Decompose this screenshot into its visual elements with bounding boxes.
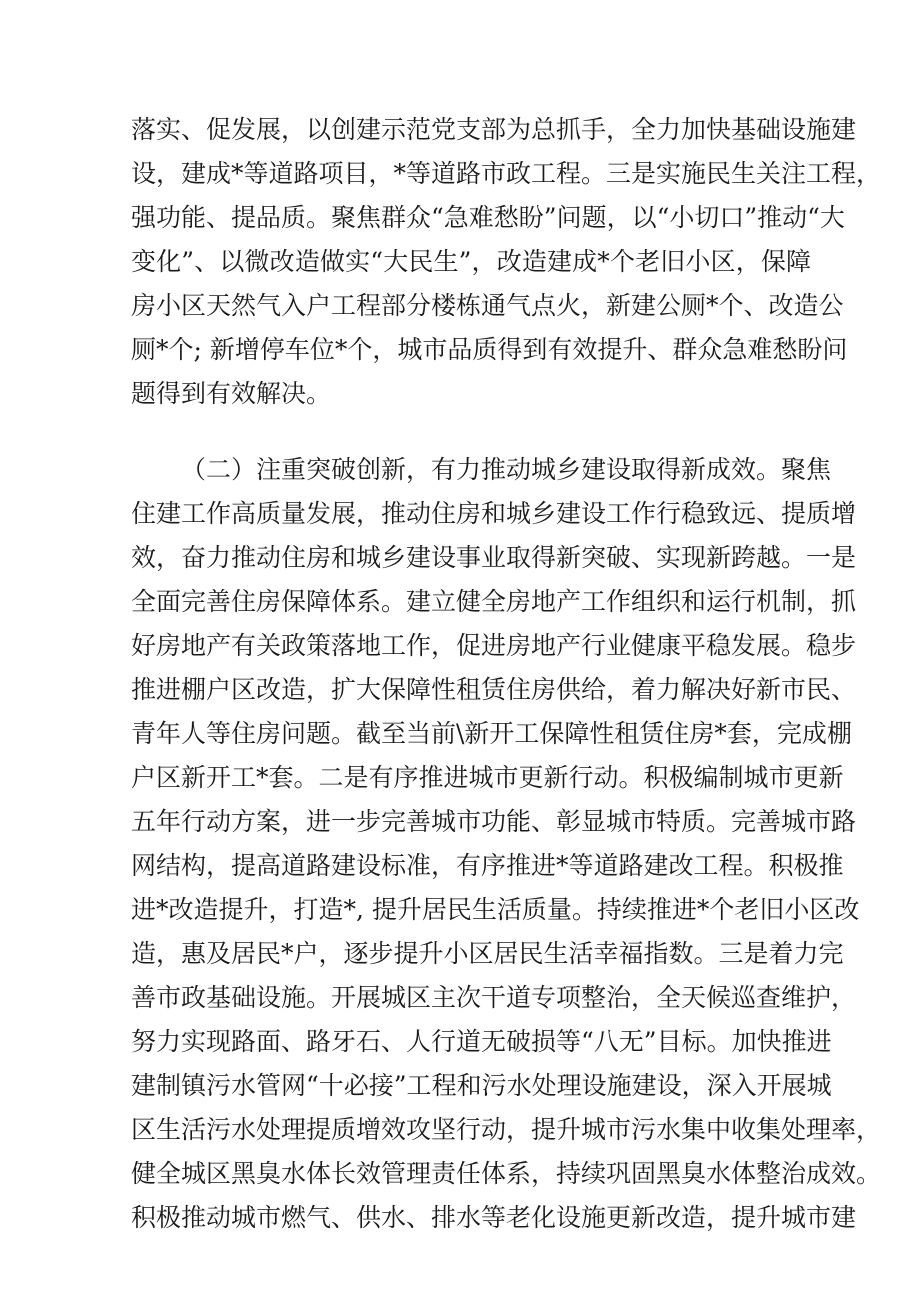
text-line: 题得到有效解决。 [131,379,332,408]
text-line: 积极推动城市燃气、供水、排水等老化设施更新改造，提升城市建 [131,1203,857,1232]
paragraph-gap [131,416,811,448]
text-line: 健全城区黑臭水体长效管理责任体系，持续巩固黑臭水体整治成效。 [131,1159,882,1188]
text-line: 厕*个; 新增停车位*个，城市品质得到有效提升、群众急难愁盼问 [131,335,848,364]
text-line: 五年行动方案，进一步完善城市功能、彰显城市特质。完善城市路 [131,807,857,836]
text-line: 努力实现路面、路牙石、人行道无破损等“八无”目标。加快推进 [131,1027,832,1056]
text-line: 户区新开工*套。二是有序推进城市更新行动。积极编制城市更新 [131,763,844,792]
text-line: 效，奋力推动住房和城乡建设事业取得新突破、实现新跨越。一是 [131,543,857,572]
text-line: 青年人等住房问题。截至当前\新开工保障性租赁住房*套，完成棚 [131,719,852,748]
text-line: （二）注重突破创新，有力推动城乡建设取得新成效。聚焦 [181,455,832,484]
text-line: 善市政基础设施。开展城区主次干道专项整治，全天候巡查维护， [131,983,857,1012]
text-line: 落实、促发展，以创建示范党支部为总抓手，全力加快基础设施建 [131,115,857,144]
text-line: 网结构，提高道路建设标准，有序推进*等道路建改工程。积极推 [131,851,844,880]
text-line: 好房地产有关政策落地工作，促进房地产行业健康平稳发展。稳步 [131,631,857,660]
text-line: 推进棚户区改造，扩大保障性租赁住房供给，着力解决好新市民、 [131,675,857,704]
text-line: 进*改造提升，打造*, 提升居民生活质量。持续推进*个老旧小区改 [131,895,860,924]
document-body [131,108,882,1240]
text-line: 房小区天然气入户工程部分楼栋通气点火，新建公厕*个、改造公 [131,291,844,320]
text-line: 区生活污水处理提质增效攻坚行动，提升城市污水集中收集处理率， [131,1115,882,1144]
text-line: 设，建成*等道路项目，*等道路市政工程。三是实施民生关注工程， [131,159,882,188]
text-line: 变化”、以微改造做实“大民生”，改造建成*个老旧小区，保障 [131,247,811,276]
text-line: 造，惠及居民*户，逐步提升小区居民生活幸福指数。三是着力完 [131,939,844,968]
text-line: 住建工作高质量发展，推动住房和城乡建设工作行稳致远、提质增 [131,499,857,528]
text-line: 建制镇污水管网“十必接”工程和污水处理设施建设，深入开展城 [131,1071,832,1100]
paragraph-2 [131,448,882,1240]
paragraph-1 [131,108,882,416]
text-line: 强功能、提品质。聚焦群众“急难愁盼”问题，以“小切口”推动“大 [131,203,845,232]
text-line: 全面完善住房保障体系。建立健全房地产工作组织和运行机制，抓 [131,587,857,616]
